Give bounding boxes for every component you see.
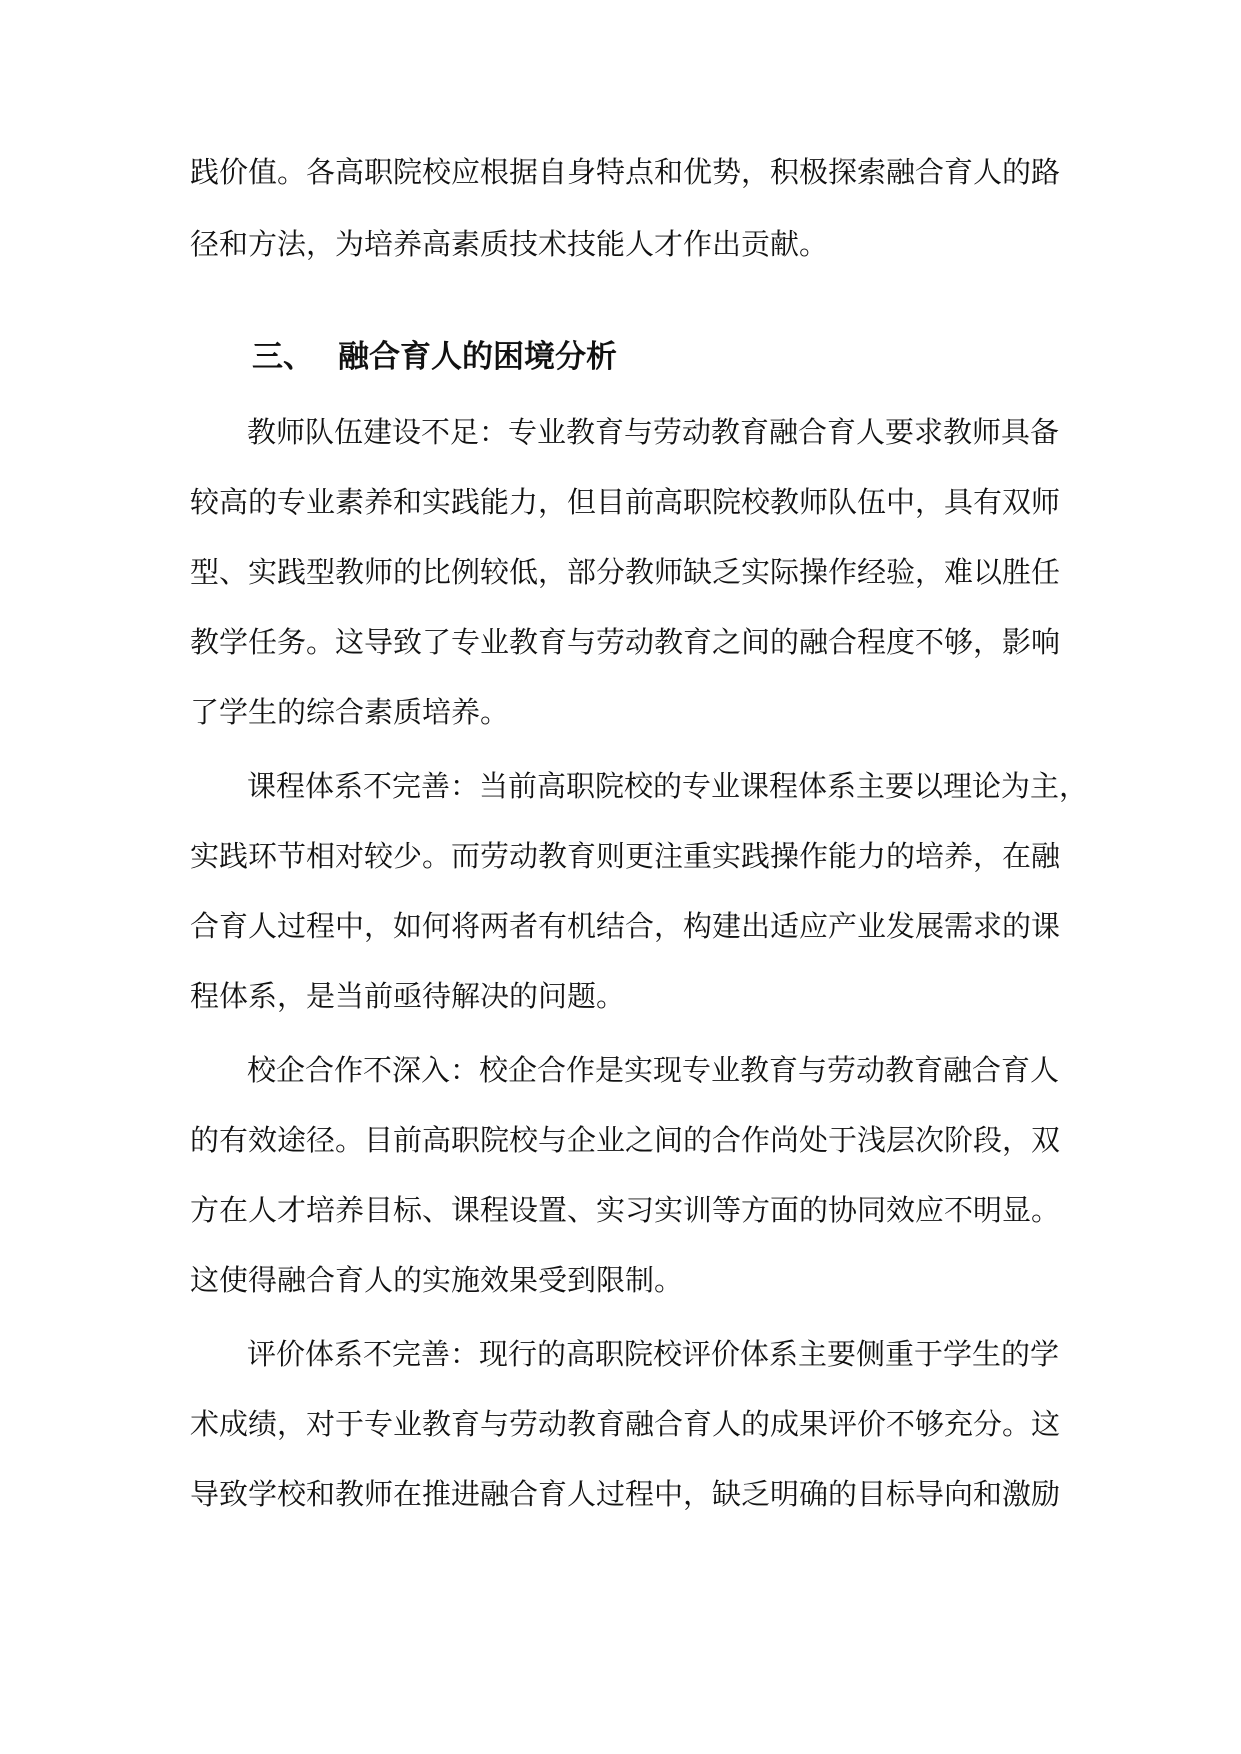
paragraph-1-line-3: 型、实践型教师的比例较低，部分教师缺乏实际操作经验，难以胜任 — [190, 555, 1061, 589]
paragraph-4-line-2: 术成绩，对于专业教育与劳动教育融合育人的成果评价不够充分。这 — [190, 1407, 1061, 1441]
intro-line-2: 径和方法，为培养高素质技术技能人才作出贡献。 — [190, 227, 829, 261]
paragraph-3-line-2: 的有效途径。目前高职院校与企业之间的合作尚处于浅层次阶段，双 — [190, 1123, 1061, 1157]
paragraph-2-line-4: 程体系，是当前亟待解决的问题。 — [190, 979, 626, 1013]
section-number: 三、 — [252, 339, 314, 375]
paragraph-3-line-4: 这使得融合育人的实施效果受到限制。 — [190, 1263, 684, 1297]
paragraph-2-line-3: 合育人过程中，如何将两者有机结合，构建出适应产业发展需求的课 — [190, 909, 1061, 943]
paragraph-1-line-2: 较高的专业素养和实践能力，但目前高职院校教师队伍中，具有双师 — [190, 485, 1061, 519]
paragraph-1-line-4: 教学任务。这导致了专业教育与劳动教育之间的融合程度不够，影响 — [190, 625, 1061, 659]
paragraph-2-line-2: 实践环节相对较少。而劳动教育则更注重实践操作能力的培养，在融 — [190, 839, 1061, 873]
paragraph-4-line-1: 评价体系不完善：现行的高职院校评价体系主要侧重于学生的学 — [247, 1337, 1060, 1371]
paragraph-1-line-1: 教师队伍建设不足：专业教育与劳动教育融合育人要求教师具备 — [247, 415, 1060, 449]
paragraph-3-line-1: 校企合作不深入：校企合作是实现专业教育与劳动教育融合育人 — [247, 1053, 1060, 1087]
intro-line-1: 践价值。各高职院校应根据自身特点和优势，积极探索融合育人的路 — [190, 155, 1061, 189]
paragraph-4-line-3: 导致学校和教师在推进融合育人过程中，缺乏明确的目标导向和激励 — [190, 1477, 1061, 1511]
section-title: 融合育人的困境分析 — [338, 339, 617, 375]
section-heading — [252, 337, 617, 377]
paragraph-2-line-1: 课程体系不完善：当前高职院校的专业课程体系主要以理论为主， — [247, 769, 1089, 803]
paragraph-1-line-5: 了学生的综合素质培养。 — [190, 695, 510, 729]
paragraph-3-line-3: 方在人才培养目标、课程设置、实习实训等方面的协同效应不明显。 — [190, 1193, 1061, 1227]
